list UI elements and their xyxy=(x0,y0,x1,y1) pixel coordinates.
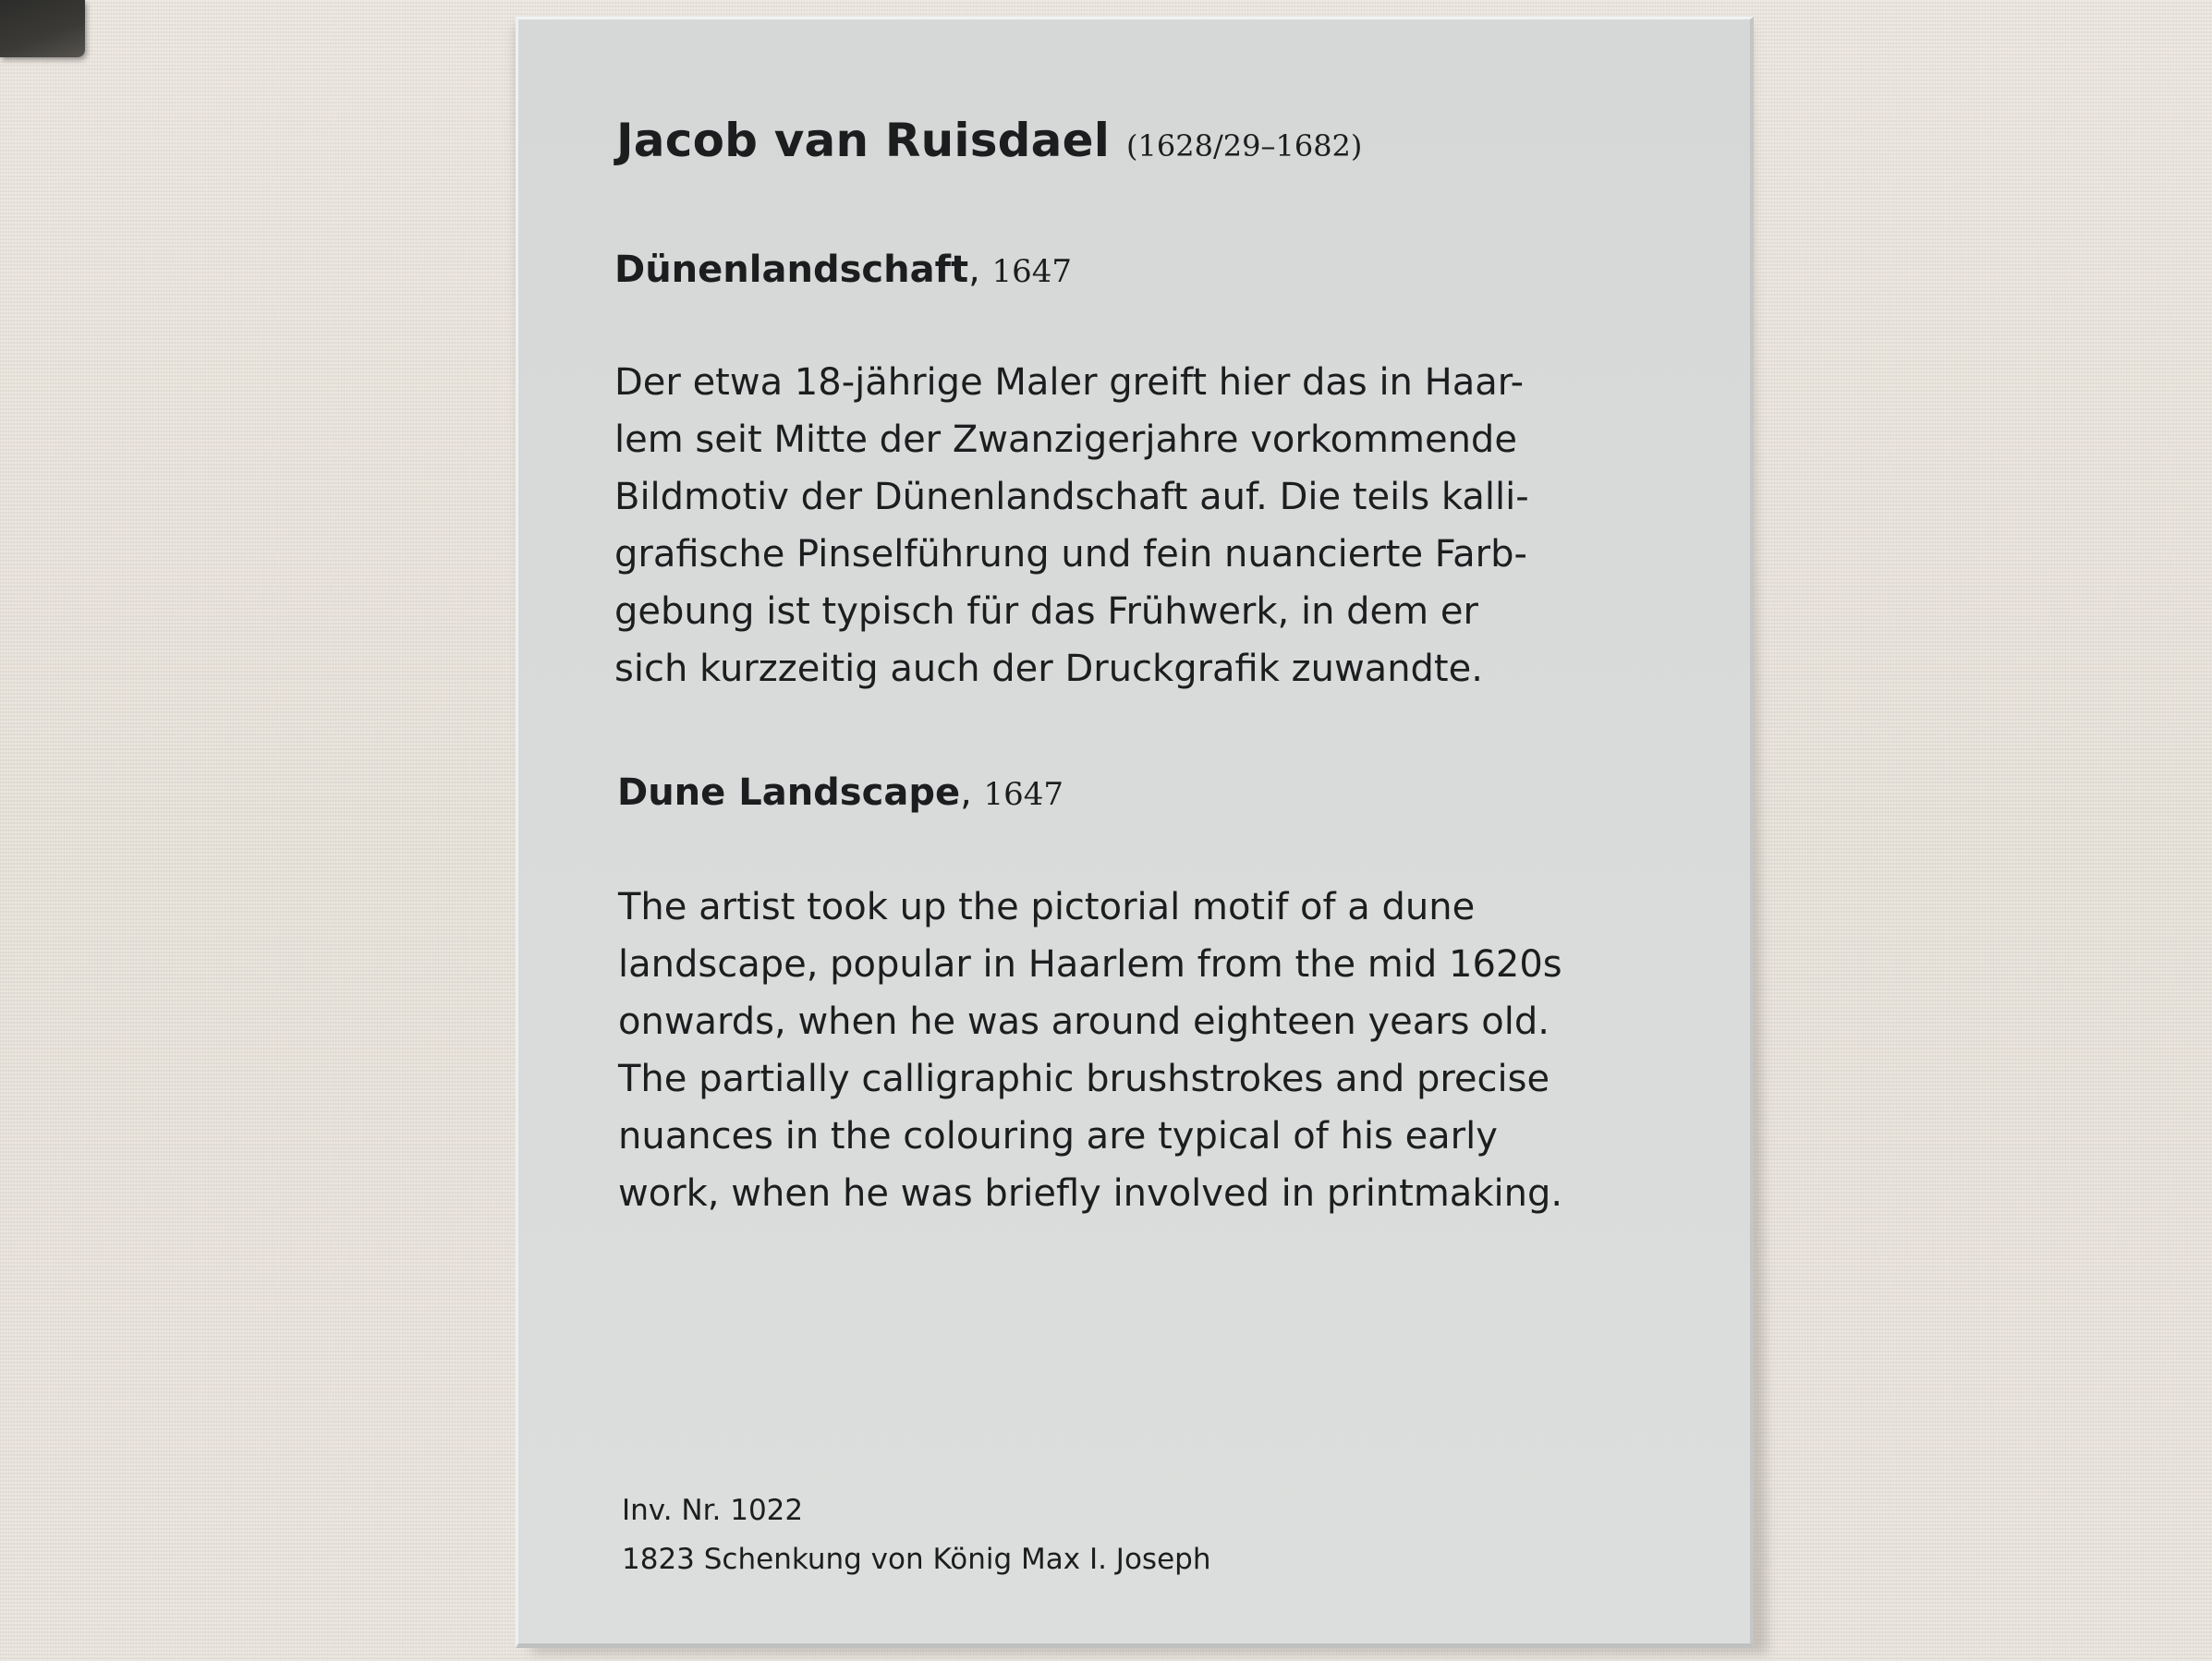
english-line: nuances in the colouring are typical of his early xyxy=(618,1115,1498,1158)
german-title-separator: , xyxy=(968,249,980,291)
museum-label-placard xyxy=(516,17,1754,1648)
german-line: sich kurzzeitig auch der Druckgrafik zuwandte. xyxy=(614,648,1483,690)
english-line: landscape, popular in Haarlem from the mid 1620s xyxy=(618,943,1562,986)
english-description xyxy=(618,879,1562,1222)
english-line: The partially calligraphic brushstrokes and precise xyxy=(618,1058,1550,1100)
artist-heading xyxy=(616,114,1362,167)
german-year: 1647 xyxy=(991,253,1073,290)
german-line: gebung ist typisch für das Frühwerk, in dem er xyxy=(614,590,1478,633)
dark-frame-corner xyxy=(0,0,85,57)
inventory-number: Inv. Nr. 1022 xyxy=(622,1494,804,1527)
english-year: 1647 xyxy=(983,776,1064,813)
german-line: lem seit Mitte der Zwanzigerjahre vorkommende xyxy=(614,418,1517,461)
german-title-text: Dünenlandschaft xyxy=(614,249,969,291)
english-title-separator: , xyxy=(960,771,972,814)
provenance: 1823 Schenkung von König Max I. Joseph xyxy=(622,1543,1211,1576)
german-description xyxy=(614,354,1529,697)
english-title-text: Dune Landscape xyxy=(617,771,961,814)
german-line: Bildmotiv der Dünenlandschaft auf. Die teils kalli- xyxy=(614,476,1529,518)
english-line: The artist took up the pictorial motif of a dune xyxy=(618,886,1476,928)
german-title xyxy=(614,249,1072,291)
english-title xyxy=(617,771,1063,814)
artist-name: Jacob van Ruisdael xyxy=(616,114,1111,167)
artist-dates: (1628/29–1682) xyxy=(1126,128,1363,164)
german-line: grafische Pinselführung und fein nuancierte Farb- xyxy=(614,533,1527,576)
english-line: work, when he was briefly involved in printmaking. xyxy=(618,1172,1563,1215)
english-line: onwards, when he was around eighteen years old. xyxy=(618,1000,1550,1043)
label-footer xyxy=(622,1486,1210,1584)
german-line: Der etwa 18-jährige Maler greift hier das in Haar- xyxy=(614,361,1525,404)
